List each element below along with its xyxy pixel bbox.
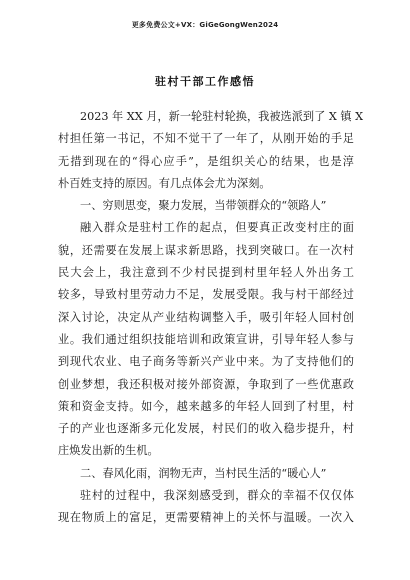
paragraph-line: 朴百姓支持的原因。有几点体会尤为深刻。 — [58, 176, 271, 190]
paragraph-line: 创业梦想，我还积极对接外部资源，争取到了一些优惠政 — [58, 377, 354, 391]
document-body — [58, 106, 364, 530]
paragraph-line: 到现代农业、电子商务等新兴产业中来。为了支持他们的 — [58, 355, 354, 369]
paragraph-line: 驻村的过程中，我深刻感受到，群众的幸福不仅仅体 — [80, 489, 354, 503]
header-note: 更多免费公文+VX：GiGeGongWen2024 — [131, 21, 279, 29]
paragraph-line: 貌，还需要在发展上谋求新思路，找到突破口。在一次村 — [58, 243, 354, 257]
document-title: 驻村干部工作感悟 — [155, 75, 255, 88]
paragraph-line: 现在物质上的富足，更需要精神上的关怀与温暖。一次入 — [58, 511, 354, 525]
section-heading: 一、穷则思变，聚力发展，当带领群众的“领路人” — [80, 199, 327, 213]
paragraph-line: 深入讨论，决定从产业结构调整入手，吸引年轻人回村创 — [58, 310, 354, 324]
section-heading: 二、春风化雨，润物无声，当村民生活的“暖心人” — [80, 466, 327, 480]
paragraph-line: 业。我们通过组织技能培训和政策宣讲，引导年轻人参与 — [58, 332, 354, 346]
paragraph-line: 策和资金支持。如今，越来越多的年轻人回到了村里，村 — [58, 399, 354, 413]
paragraph-line: 较多，导致村里劳动力不足，发展受限。我与村干部经过 — [58, 288, 354, 302]
paragraph-line: 2023 年 XX 月，新一轮驻村轮换，我被选派到了 X 镇 X — [80, 110, 364, 123]
paragraph-line: 子的产业也逐渐多元化发展，村民们的收入稳步提升，村 — [58, 422, 354, 436]
paragraph-line: 庄焕发出新的生机。 — [58, 444, 159, 458]
paragraph-line: 村担任第一书记，不知不觉干了一年了，从刚开始的手足 — [58, 132, 354, 146]
paragraph-line: 融入群众是驻村工作的起点，但要真正改变村庄的面 — [80, 221, 354, 235]
paragraph-line: 民大会上，我注意到不少村民提到村里年轻人外出务工 — [58, 266, 354, 280]
paragraph-line: 无措到现在的“得心应手”，是组织关心的结果，也是淳 — [58, 154, 354, 168]
